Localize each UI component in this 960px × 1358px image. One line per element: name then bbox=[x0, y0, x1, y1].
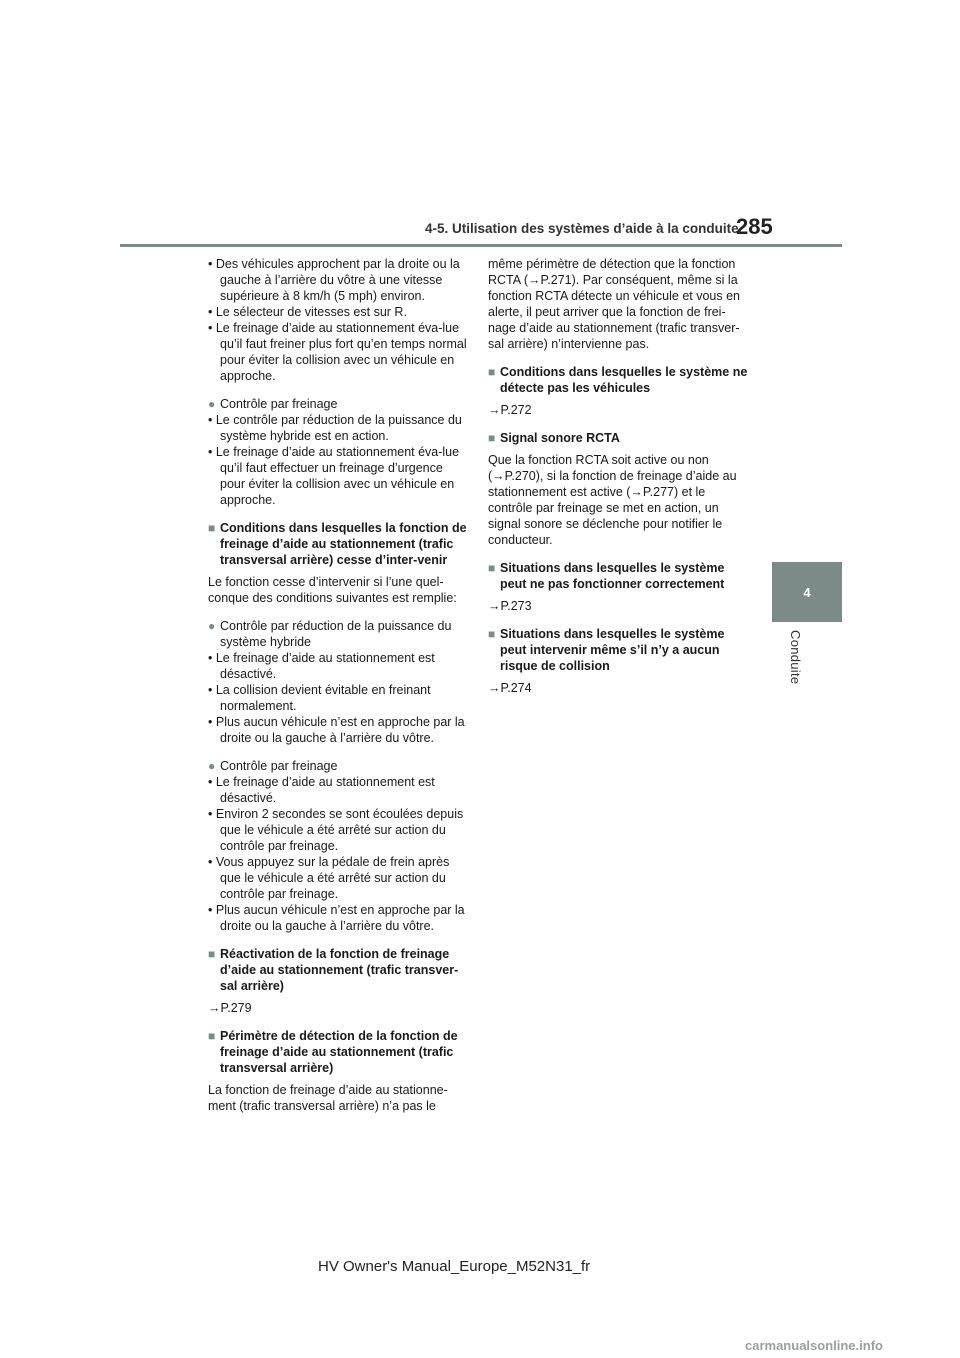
section-heading-text: Conditions dans lesquelles le système ne détecte pas les véhicules bbox=[500, 365, 748, 395]
section-heading bbox=[208, 520, 468, 568]
list-item: • Environ 2 secondes se sont écoulées depuis que le véhicule a été arrêté sur action du contrôle par freinage. bbox=[208, 806, 468, 854]
section-heading-text: Situations dans lesquelles le système peut intervenir même s’il n’y a aucun risque de collision bbox=[500, 627, 725, 673]
list-item: • Plus aucun véhicule n’est en approche par la droite ou la gauche à l’arrière du vôtre. bbox=[208, 714, 468, 746]
section-heading-text: Signal sonore RCTA bbox=[500, 431, 620, 445]
section-heading bbox=[488, 430, 748, 446]
paragraph: La fonction de freinage d’aide au stationne-ment (trafic transversal arrière) n’a pas le bbox=[208, 1083, 448, 1113]
list-item: • Le sélecteur de vitesses est sur R. bbox=[208, 304, 468, 320]
left-column bbox=[208, 256, 468, 1114]
section-heading bbox=[488, 560, 748, 592]
section-heading bbox=[208, 1028, 468, 1076]
square-bullet-icon: ■ bbox=[488, 627, 496, 641]
section-heading-text: Situations dans lesquelles le système peut ne pas fonctionner correctement bbox=[500, 561, 725, 591]
page-reference-link[interactable]: →P.272 bbox=[488, 403, 532, 417]
list-item: • La collision devient évitable en freinant normalement. bbox=[208, 682, 468, 714]
page-reference-link[interactable]: →P.274 bbox=[488, 681, 532, 695]
subheading-text: Contrôle par freinage bbox=[220, 759, 338, 773]
list-item: • Le freinage d’aide au stationnement éva-lue qu’il faut freiner plus fort qu’en temps normal pour éviter la collision avec un véhicule en approche. bbox=[208, 320, 468, 384]
section-heading-text: Conditions dans lesquelles la fonction de freinage d’aide au stationnement (trafic transversal arrière) cesse d’inter-venir bbox=[220, 521, 467, 567]
list-item: • Le contrôle par réduction de la puissance du système hybride est en action. bbox=[208, 412, 468, 444]
subheading bbox=[208, 758, 468, 774]
list-item: • Le freinage d’aide au stationnement est désactivé. bbox=[208, 774, 468, 806]
footer-text: HV Owner's Manual_Europe_M52N31_fr bbox=[318, 1258, 591, 1275]
paragraph: même périmètre de détection que la fonction RCTA (→P.271). Par conséquent, même si la fonction RCTA détecte un véhicule et vous en alerte, il peut arriver que la fonction de frei-nage d’aide au stationnement (trafic transver-sal arrière) n’intervienne pas. bbox=[488, 257, 741, 351]
chapter-number: 4 bbox=[803, 584, 811, 600]
section-heading-text: Réactivation de la fonction de freinage d’aide au stationnement (trafic transver-sal arrière) bbox=[220, 947, 459, 993]
list-item: • Le freinage d’aide au stationnement éva-lue qu’il faut effectuer un freinage d’urgence pour éviter la collision avec un véhicule en approche. bbox=[208, 444, 468, 508]
right-column bbox=[488, 256, 748, 696]
subheading-text: Contrôle par freinage bbox=[220, 397, 338, 411]
paragraph: Que la fonction RCTA soit active ou non (→P.270), si la fonction de freinage d’aide au stationnement est active (→P.277) et le contrôle par freinage se met en action, un signal sonore se déclenche pour notifier le conducteur. bbox=[488, 453, 737, 547]
subheading bbox=[208, 618, 468, 650]
circle-bullet-icon: ● bbox=[208, 619, 216, 633]
subheading bbox=[208, 396, 468, 412]
page-reference-link[interactable]: →P.279 bbox=[208, 1001, 252, 1015]
section-heading bbox=[488, 626, 748, 674]
square-bullet-icon: ■ bbox=[208, 947, 216, 961]
section-heading bbox=[488, 364, 748, 396]
square-bullet-icon: ■ bbox=[208, 521, 216, 535]
list-item: • Vous appuyez sur la pédale de frein après que le véhicule a été arrêté sur action du contrôle par freinage. bbox=[208, 854, 468, 902]
watermark: carmanualsonline.info bbox=[745, 1338, 883, 1353]
square-bullet-icon: ■ bbox=[208, 1029, 216, 1043]
paragraph: Le fonction cesse d’intervenir si l’une quel-conque des conditions suivantes est remplie: bbox=[208, 575, 457, 605]
circle-bullet-icon: ● bbox=[208, 397, 216, 411]
section-heading-text: Périmètre de détection de la fonction de freinage d’aide au stationnement (trafic transversal arrière) bbox=[220, 1029, 458, 1075]
page-reference-link[interactable]: →P.273 bbox=[488, 599, 532, 613]
subheading-text: Contrôle par réduction de la puissance du système hybride bbox=[220, 619, 452, 649]
list-item: • Plus aucun véhicule n’est en approche par la droite ou la gauche à l’arrière du vôtre. bbox=[208, 902, 468, 934]
square-bullet-icon: ■ bbox=[488, 431, 496, 445]
square-bullet-icon: ■ bbox=[488, 365, 496, 379]
section-heading bbox=[208, 946, 468, 994]
circle-bullet-icon: ● bbox=[208, 759, 216, 773]
chapter-tab[interactable] bbox=[772, 562, 842, 622]
list-item: • Le freinage d’aide au stationnement est désactivé. bbox=[208, 650, 468, 682]
list-item: • Des véhicules approchent par la droite ou la gauche à l’arrière du vôtre à une vitesse supérieure à 8 km/h (5 mph) environ. bbox=[208, 256, 468, 304]
header-divider bbox=[120, 244, 842, 247]
page-number: 285 bbox=[736, 214, 773, 239]
section-title: 4-5. Utilisation des systèmes d’aide à la conduite bbox=[425, 221, 739, 236]
chapter-label: Conduite bbox=[788, 630, 803, 685]
square-bullet-icon: ■ bbox=[488, 561, 496, 575]
